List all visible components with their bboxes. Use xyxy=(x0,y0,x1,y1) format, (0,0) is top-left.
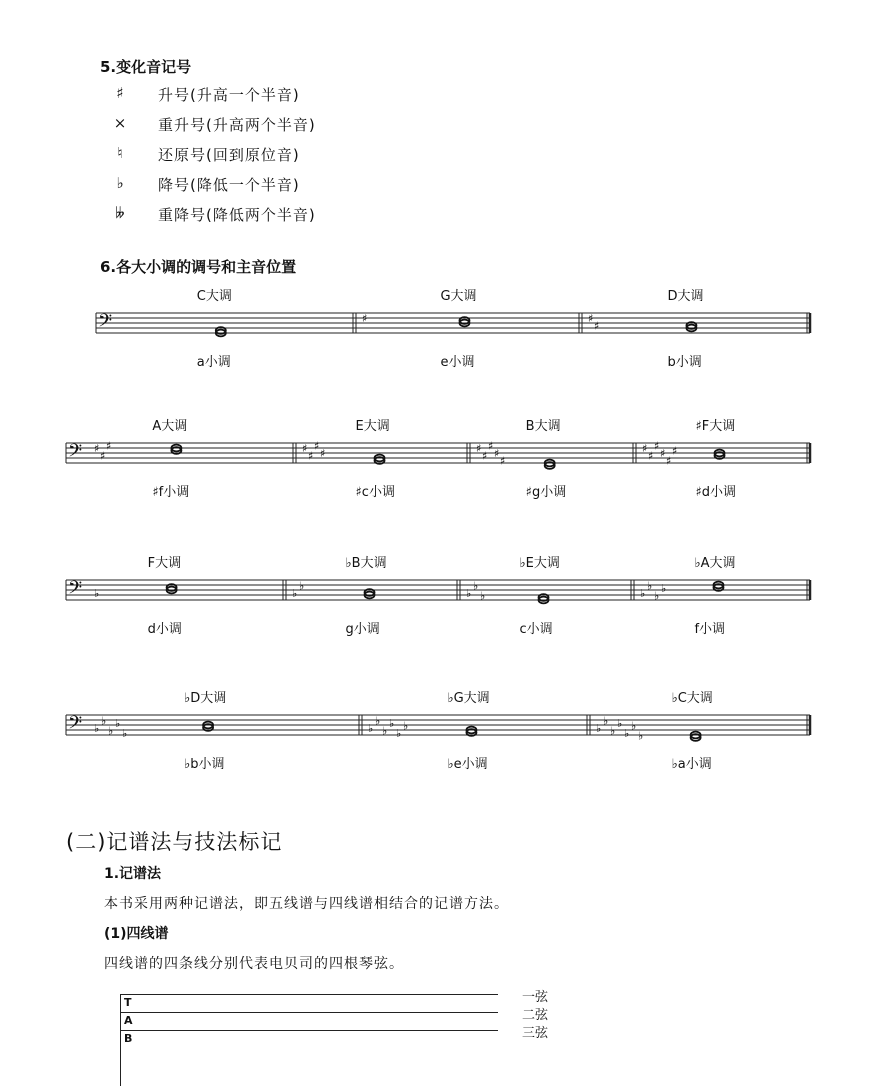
major-key-label: G大调 xyxy=(440,289,477,304)
sharp-icon: ♯ xyxy=(362,312,368,325)
flat-icon: ♭ xyxy=(396,727,402,740)
major-key-label: ♭C大调 xyxy=(671,691,713,706)
bass-clef-icon: 𝄢 xyxy=(68,713,83,738)
minor-key-label: ♭a小调 xyxy=(671,757,712,772)
notation-heading: 1.记谱法 xyxy=(104,866,162,882)
minor-key-label: ♭b小调 xyxy=(184,757,225,772)
accidental-description: 降号(降低一个半音) xyxy=(158,176,300,194)
minor-key-label: b小调 xyxy=(667,355,702,370)
accidental-description: 升号(升高一个半音) xyxy=(158,86,300,104)
sharp-icon: ♯ xyxy=(116,84,124,102)
string-label: 二弦 xyxy=(522,1008,549,1023)
bass-clef-icon: 𝄢 xyxy=(68,441,83,466)
sharp-icon: ♯ xyxy=(314,439,320,453)
sharp-icon: ♯ xyxy=(94,442,100,455)
flat-icon: ♭ xyxy=(654,589,660,603)
minor-key-label: ♯c小调 xyxy=(355,485,395,500)
tab-string-line xyxy=(120,994,498,995)
sharp-icon: ♯ xyxy=(494,447,500,460)
flat-icon: ♭ xyxy=(368,722,374,735)
sharp-icon: ♯ xyxy=(100,449,106,463)
accidental-description: 还原号(回到原位音) xyxy=(158,146,300,164)
flat-icon: ♭ xyxy=(101,714,107,728)
flat-icon: ♭ xyxy=(292,587,298,600)
major-key-label: A大调 xyxy=(152,419,188,434)
string-label: 三弦 xyxy=(522,1026,549,1041)
sharp-icon: ♯ xyxy=(320,447,326,460)
sharp-icon: ♯ xyxy=(482,449,488,463)
tab-left-border xyxy=(120,994,121,1086)
flat-icon: ♭ xyxy=(638,729,644,743)
flat-icon: ♭ xyxy=(122,727,128,740)
major-key-label: ♭E大调 xyxy=(519,556,560,571)
sharp-icon: ♯ xyxy=(308,449,314,463)
bass-clef-icon: 𝄢 xyxy=(68,578,83,603)
major-key-label: ♭G大调 xyxy=(447,691,490,706)
minor-key-label: f小调 xyxy=(694,622,726,637)
keys-heading: 6.各大小调的调号和主音位置 xyxy=(100,258,297,276)
tab-string-line xyxy=(120,1030,498,1031)
flat-icon: ♭ xyxy=(94,722,100,735)
sharp-icon: ♯ xyxy=(648,449,654,463)
flat-icon: ♭ xyxy=(631,719,637,733)
flat-icon: ♭ xyxy=(624,727,630,740)
minor-key-label: ♯f小调 xyxy=(152,485,190,500)
sharp-icon: ♯ xyxy=(588,312,594,325)
flat-icon: ♭ xyxy=(403,719,409,733)
major-key-label: B大调 xyxy=(525,419,561,434)
minor-key-label: c小调 xyxy=(519,622,553,637)
flat-icon: ♭ xyxy=(647,579,653,593)
flat-icon: ♭ xyxy=(299,579,305,593)
major-key-label: ♯F大调 xyxy=(695,419,736,434)
major-key-label: F大调 xyxy=(147,556,182,571)
flat-icon: ♭ xyxy=(480,589,486,603)
major-key-label: E大调 xyxy=(355,419,390,434)
accidentals-heading: 5.变化音记号 xyxy=(100,58,192,76)
sharp-icon: ♯ xyxy=(654,439,660,453)
minor-key-label: e小调 xyxy=(440,355,475,370)
tab-string-line xyxy=(120,1012,498,1013)
sharp-icon: ♯ xyxy=(642,442,648,455)
minor-key-label: ♭e小调 xyxy=(447,757,488,772)
sharp-icon: ♯ xyxy=(500,454,506,468)
sharp-icon: ♯ xyxy=(594,319,600,333)
chapter-title: (二)记谱法与技法标记 xyxy=(66,830,283,854)
tab-heading: (1)四线谱 xyxy=(104,926,169,942)
tab-text: 四线谱的四条线分别代表电贝司的四根琴弦。 xyxy=(104,956,404,972)
notation-text: 本书采用两种记谱法，即五线谱与四线谱相结合的记谱方法。 xyxy=(104,896,509,912)
minor-key-label: ♯g小调 xyxy=(525,485,567,500)
major-key-label: ♭D大调 xyxy=(184,691,227,706)
string-label: 一弦 xyxy=(522,990,549,1005)
major-key-label: C大调 xyxy=(196,289,232,304)
bass-clef-icon: 𝄢 xyxy=(98,311,113,336)
sharp-icon: ♯ xyxy=(488,439,494,453)
sharp-icon: ♯ xyxy=(476,442,482,455)
flat-icon: ♭ xyxy=(108,724,114,738)
major-key-label: ♭A大调 xyxy=(694,556,736,571)
sharp-icon: ♯ xyxy=(666,454,672,468)
minor-key-label: ♯d小调 xyxy=(695,485,737,500)
double-sharp-icon: × xyxy=(113,114,127,132)
flat-icon: ♭ xyxy=(596,722,602,735)
flat-icon: ♭ xyxy=(610,724,616,738)
natural-icon: ♮ xyxy=(117,144,123,162)
sharp-icon: ♯ xyxy=(660,447,666,460)
flat-icon: ♭ xyxy=(116,174,124,192)
flat-icon: ♭ xyxy=(115,717,121,730)
sharp-icon: ♯ xyxy=(672,444,678,458)
minor-key-label: g小调 xyxy=(345,622,380,637)
major-key-label: ♭B大调 xyxy=(345,556,387,571)
flat-icon: ♭ xyxy=(617,717,623,730)
flat-icon: ♭ xyxy=(473,579,479,593)
flat-icon: ♭ xyxy=(375,714,381,728)
accidental-description: 重降号(降低两个半音) xyxy=(158,206,316,224)
minor-key-label: a小调 xyxy=(196,355,231,370)
sharp-icon: ♯ xyxy=(302,442,308,455)
flat-icon: ♭ xyxy=(389,717,395,730)
tab-letter: B xyxy=(124,1032,133,1045)
tab-letter: A xyxy=(124,1014,133,1027)
flat-icon: ♭ xyxy=(382,724,388,738)
flat-icon: ♭ xyxy=(661,582,667,595)
flat-icon: ♭ xyxy=(94,587,100,600)
double-flat-icon: 𝄫 xyxy=(115,204,125,222)
tab-letter: T xyxy=(124,996,132,1009)
flat-icon: ♭ xyxy=(466,587,472,600)
flat-icon: ♭ xyxy=(603,714,609,728)
accidental-description: 重升号(升高两个半音) xyxy=(158,116,316,134)
flat-icon: ♭ xyxy=(640,587,646,600)
major-key-label: D大调 xyxy=(667,289,704,304)
sharp-icon: ♯ xyxy=(106,439,112,453)
minor-key-label: d小调 xyxy=(147,622,182,637)
